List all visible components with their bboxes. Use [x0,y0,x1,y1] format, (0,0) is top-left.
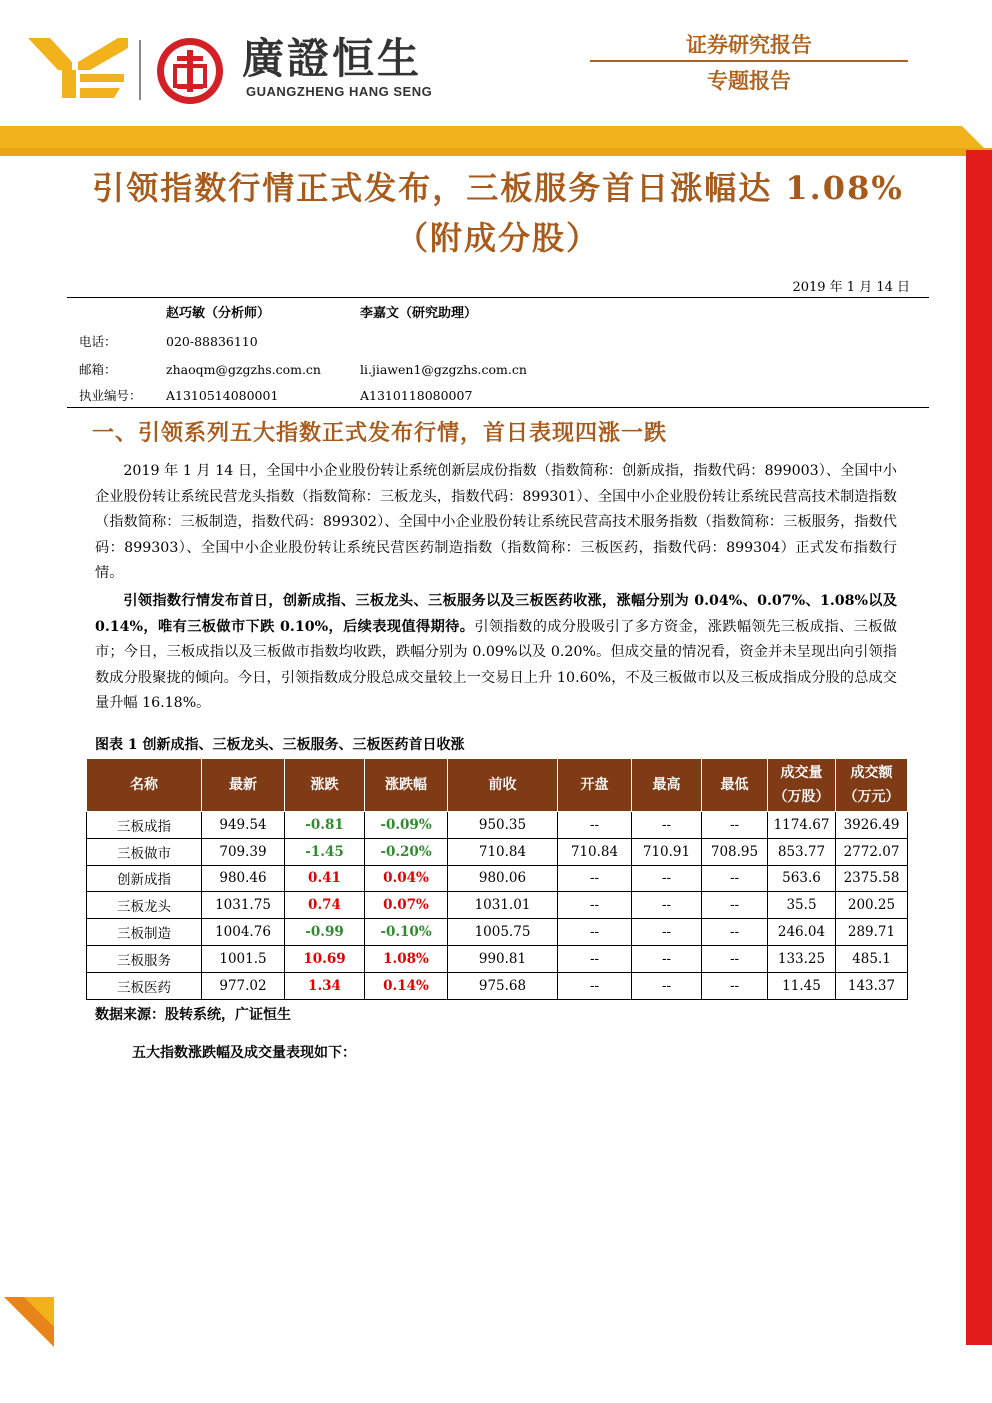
table-cell: 143.37 [836,972,908,999]
header-band [0,126,992,156]
divider-top [67,297,929,298]
report-title-suffix: （附成分股） [395,219,600,257]
col-header-change: 涨跌 [285,759,365,812]
right-accent-bar [966,150,992,1345]
table-cell: 创新成指 [87,865,202,892]
table-cell: 三板服务 [87,945,202,972]
table-cell: 950.35 [448,812,558,839]
report-date: 2019 年 1 月 14 日 [792,280,910,295]
table-cell: -0.81 [285,812,365,839]
table-cell: 563.6 [768,865,836,892]
table-cell: -- [632,865,702,892]
table-cell: -- [632,945,702,972]
hang-seng-seal-icon [155,36,225,106]
analyst-email[interactable]: zhaoqm@gzgzhs.com.cn [166,362,321,377]
figure-caption: 图表 1 创新成指、三板龙头、三板服务、三板医药首日收涨 [95,737,465,753]
table-row [87,945,908,972]
table-cell: 990.81 [448,945,558,972]
table-cell: 0.41 [285,865,365,892]
table-cell: 1031.01 [448,892,558,919]
phone-label: 电话： [79,334,117,349]
table-cell: -- [558,812,632,839]
table-cell: 710.91 [632,838,702,865]
email-label: 邮箱： [79,362,117,377]
table-cell: 980.46 [202,865,285,892]
paragraph-2-rest: 引领指数的成分股吸引了多方资金，涨跌幅领先三板成指、三板做市；今日，三板成指以及三板做市指数均收跌，跌幅分别为 0.09%以及 0.20%。但成交量的情况看，资金并未呈现出向引领指数成分股聚拢的倾向。今日，引领指数成分股总成交量较上一交易日上升 10.60%，不及三板做市以及三板成指成分股的总成交量升幅 16.18%。 [95,618,897,712]
data-source: 数据来源：股转系统，广证恒生 [95,1007,291,1023]
table-cell: 977.02 [202,972,285,999]
table-cell: -- [702,865,768,892]
report-subtype: 专题报告 [707,69,791,93]
col-header-open: 开盘 [558,759,632,812]
table-cell: 710.84 [448,838,558,865]
table-cell: 709.39 [202,838,285,865]
col-header-latest: 最新 [202,759,285,812]
table-cell: 3926.49 [836,812,908,839]
table-row [87,892,908,919]
table-cell: -- [558,945,632,972]
table-cell: 853.77 [768,838,836,865]
analyst-license: A1310514080001 [166,388,279,403]
table-cell: -- [702,892,768,919]
table-cell: 1.08% [365,945,448,972]
table-cell: -0.10% [365,919,448,946]
table-cell: -- [632,919,702,946]
table-cell: 三板龙头 [87,892,202,919]
table-cell: 1174.67 [768,812,836,839]
col-header-turnover-unit: （万元） [843,789,900,805]
table-cell: 11.45 [768,972,836,999]
table-cell: 2772.07 [836,838,908,865]
table-row [87,865,908,892]
table-cell: -- [702,812,768,839]
table-cell: 1005.75 [448,919,558,946]
assistant-license: A1310118080007 [360,388,473,403]
phone-number: 020-88836110 [166,334,258,349]
table-cell: -0.20% [365,838,448,865]
col-header-prev-close: 前收 [448,759,558,812]
table-cell: -- [558,865,632,892]
table-cell: 三板成指 [87,812,202,839]
col-header-turnover-label: 成交额 [850,765,893,781]
table-cell: -- [702,972,768,999]
license-label: 执业编号： [79,388,142,403]
table-cell: -- [632,812,702,839]
table-cell: 1001.5 [202,945,285,972]
table-cell: 0.74 [285,892,365,919]
yf-logo-icon [28,36,128,100]
assistant-email[interactable]: li.jiawen1@gzgzhs.com.cn [360,362,527,377]
table-cell: -0.99 [285,919,365,946]
table-cell: -- [702,945,768,972]
table-cell: 133.25 [768,945,836,972]
table-cell: 0.14% [365,972,448,999]
table-cell: -- [702,919,768,946]
table-cell: -- [632,892,702,919]
logo-divider [139,40,141,100]
table-cell: 2375.58 [836,865,908,892]
table-cell: 710.84 [558,838,632,865]
section-heading: 一、引领系列五大指数正式发布行情，首日表现四涨一跌 [92,420,668,446]
report-title: 引领指数行情正式发布，三板服务首日涨幅达 1.08% [92,169,904,207]
table-row [87,838,908,865]
table-cell: 708.95 [702,838,768,865]
table-cell: 485.1 [836,945,908,972]
corner-triangle-icon [4,1297,54,1347]
table-cell: 1.34 [285,972,365,999]
table-cell: 980.06 [448,865,558,892]
table-cell: 三板医药 [87,972,202,999]
table-row [87,919,908,946]
table-cell: 949.54 [202,812,285,839]
table-cell: -- [558,919,632,946]
table-header-row [87,759,908,812]
paragraph-1: 2019 年 1 月 14 日，全国中小企业股份转让系统创新层成份指数（指数简称：创新成指，指数代码：899003）、全国中小企业股份转让系统民营龙头指数（指数简称：三板龙头，指数代码：899301）、全国中小企业股份转让系统民营高技术制造指数（指数简称：三板制造，指数代码：899302）、全国中小企业股份转让系统民营高技术服务指数（指数简称：三板服务，指数代码：899303）、全国中小企业股份转让系统民营医药制造指数（指数简称：三板医药，指数代码：899304）正式发布指数行情。 [95,463,897,582]
table-row [87,972,908,999]
lead-in-text: 五大指数涨跌幅及成交量表现如下： [132,1045,356,1061]
table-cell: -- [558,892,632,919]
table-cell: 10.69 [285,945,365,972]
brand-name-en: GUANGZHENG HANG SENG [246,84,433,99]
table-cell: 975.68 [448,972,558,999]
col-header-volume-label: 成交量 [780,765,823,781]
table-cell: 246.04 [768,919,836,946]
col-header-volume-unit: （万股） [773,789,830,805]
col-header-turnover [836,759,908,812]
paragraph-2-bold: 引领指数行情发布首日，创新成指、三板龙头、三板服务以及三板医药收涨，涨幅分别为 0.04%、0.07%、1.08%以及 0.14%，唯有三板做市下跌 0.10%，后续表现值得期待。 [95,593,897,635]
divider-bottom [67,407,929,408]
table-cell: 0.07% [365,892,448,919]
table-cell: 三板制造 [87,919,202,946]
assistant-name: 李嘉文（研究助理） [360,306,478,321]
paragraph-2 [95,589,897,717]
table-cell: -1.45 [285,838,365,865]
table-cell: 三板做市 [87,838,202,865]
brand-name-cn: 廣證恒生 [242,34,423,83]
table-cell: 1031.75 [202,892,285,919]
col-header-high: 最高 [632,759,702,812]
col-header-volume [768,759,836,812]
analyst-name: 赵巧敏（分析师） [166,306,271,321]
table-cell: 289.71 [836,919,908,946]
table-cell: -- [558,972,632,999]
table-cell: -- [632,972,702,999]
report-type: 证券研究报告 [686,33,812,57]
table-cell: 35.5 [768,892,836,919]
table-row [87,812,908,839]
table-cell: 0.04% [365,865,448,892]
col-header-name: 名称 [87,759,202,812]
col-header-change-pct: 涨跌幅 [365,759,448,812]
report-type-underline [590,60,908,62]
index-quote-table [86,758,908,1000]
table-cell: 1004.76 [202,919,285,946]
col-header-low: 最低 [702,759,768,812]
table-cell: -0.09% [365,812,448,839]
table-cell: 200.25 [836,892,908,919]
